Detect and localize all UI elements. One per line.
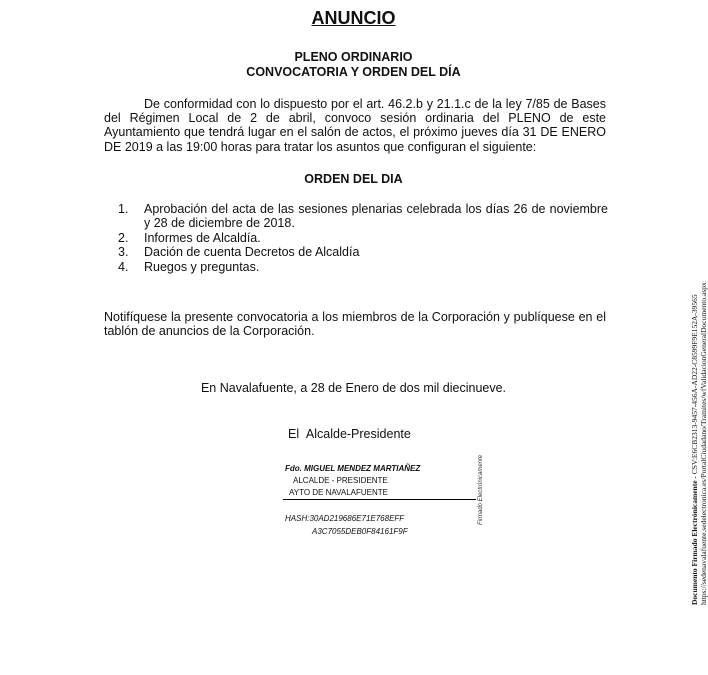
- hash-line-1: HASH:30AD219686E71E768EFF: [285, 514, 405, 523]
- page-title: ANUNCIO: [311, 8, 396, 28]
- subtitle-convocatoria: CONVOCATORIA Y ORDEN DEL DÍA: [246, 65, 461, 79]
- side-csv-code: - CSV:E6CB2313-9457-456A-AD22-C8599F9E152A-39565: [690, 294, 699, 481]
- signer-organization: AYTO DE NAVALAFUENTE: [289, 488, 388, 497]
- list-item-text: Dación de cuenta Decretos de Alcaldía: [144, 245, 360, 260]
- list-item: [118, 245, 608, 259]
- place-date: En Navalafuente, a 28 de Enero de dos mil diecinueve.: [200, 381, 507, 395]
- list-item-text: Aprobación del acta de las sesiones plenarias celebrada los días 26 de noviembre y 28 de diciembre de 2018.: [144, 202, 608, 231]
- notice-paragraph: [104, 310, 606, 338]
- list-item: [118, 231, 608, 245]
- agenda-list: [118, 202, 608, 274]
- intro-text: De conformidad con lo dispuesto por el art. 46.2.b y 21.1.c de la ley 7/85 de Bases del Régimen Local de 2 de abril, convoco sesión ordinaria del PLENO de este Ayuntamiento que tendrá lugar en el salón de actos, el próximo jueves día 31 DE ENERO DE 2019 a las 19:00 horas para tratar los asuntos que configuran el siguiente:: [104, 97, 606, 154]
- list-item-text: Ruegos y preguntas.: [144, 259, 260, 274]
- side-verification-note: [690, 282, 708, 605]
- list-item-number: 3.: [118, 245, 129, 260]
- list-item: [118, 260, 608, 274]
- list-item: [118, 202, 608, 231]
- list-item-number: 1.: [118, 202, 129, 216]
- list-item-number: 2.: [118, 230, 129, 245]
- side-verification-url[interactable]: https://sedenavalafuente.sedelectronica.es/PortalCiudadano/Tramites/wfValidacionGeneralDocumento.aspx: [699, 282, 708, 605]
- electronic-signature-stamp: Firmado Electrónicamente: [478, 454, 484, 525]
- intro-paragraph: [104, 97, 606, 154]
- signer-name: Fdo. MIGUEL MENDEZ MARTIAÑEZ: [285, 464, 421, 473]
- agenda-heading: ORDEN DEL DIA: [304, 172, 403, 186]
- list-item-number: 4.: [118, 259, 129, 274]
- notice-text: Notifíquese la presente convocatoria a los miembros de la Corporación y publíquese en el tablón de anuncios de la Corporación.: [104, 310, 606, 339]
- hash-line-2: A3C7055DEB0F84161F9F: [312, 527, 408, 536]
- subtitle-pleno: PLENO ORDINARIO: [294, 50, 413, 64]
- signer-role: El Alcalde-Presidente: [288, 427, 411, 441]
- side-csv-label: Documento Firmado Electrónicamente: [690, 480, 699, 605]
- signer-position: ALCALDE - PRESIDENTE: [293, 476, 388, 485]
- signature-block: [285, 463, 420, 499]
- signature-hash: [285, 512, 408, 538]
- list-item-text: Informes de Alcaldía.: [144, 230, 261, 245]
- side-csv-line: [690, 282, 699, 605]
- signature-divider: [283, 499, 476, 500]
